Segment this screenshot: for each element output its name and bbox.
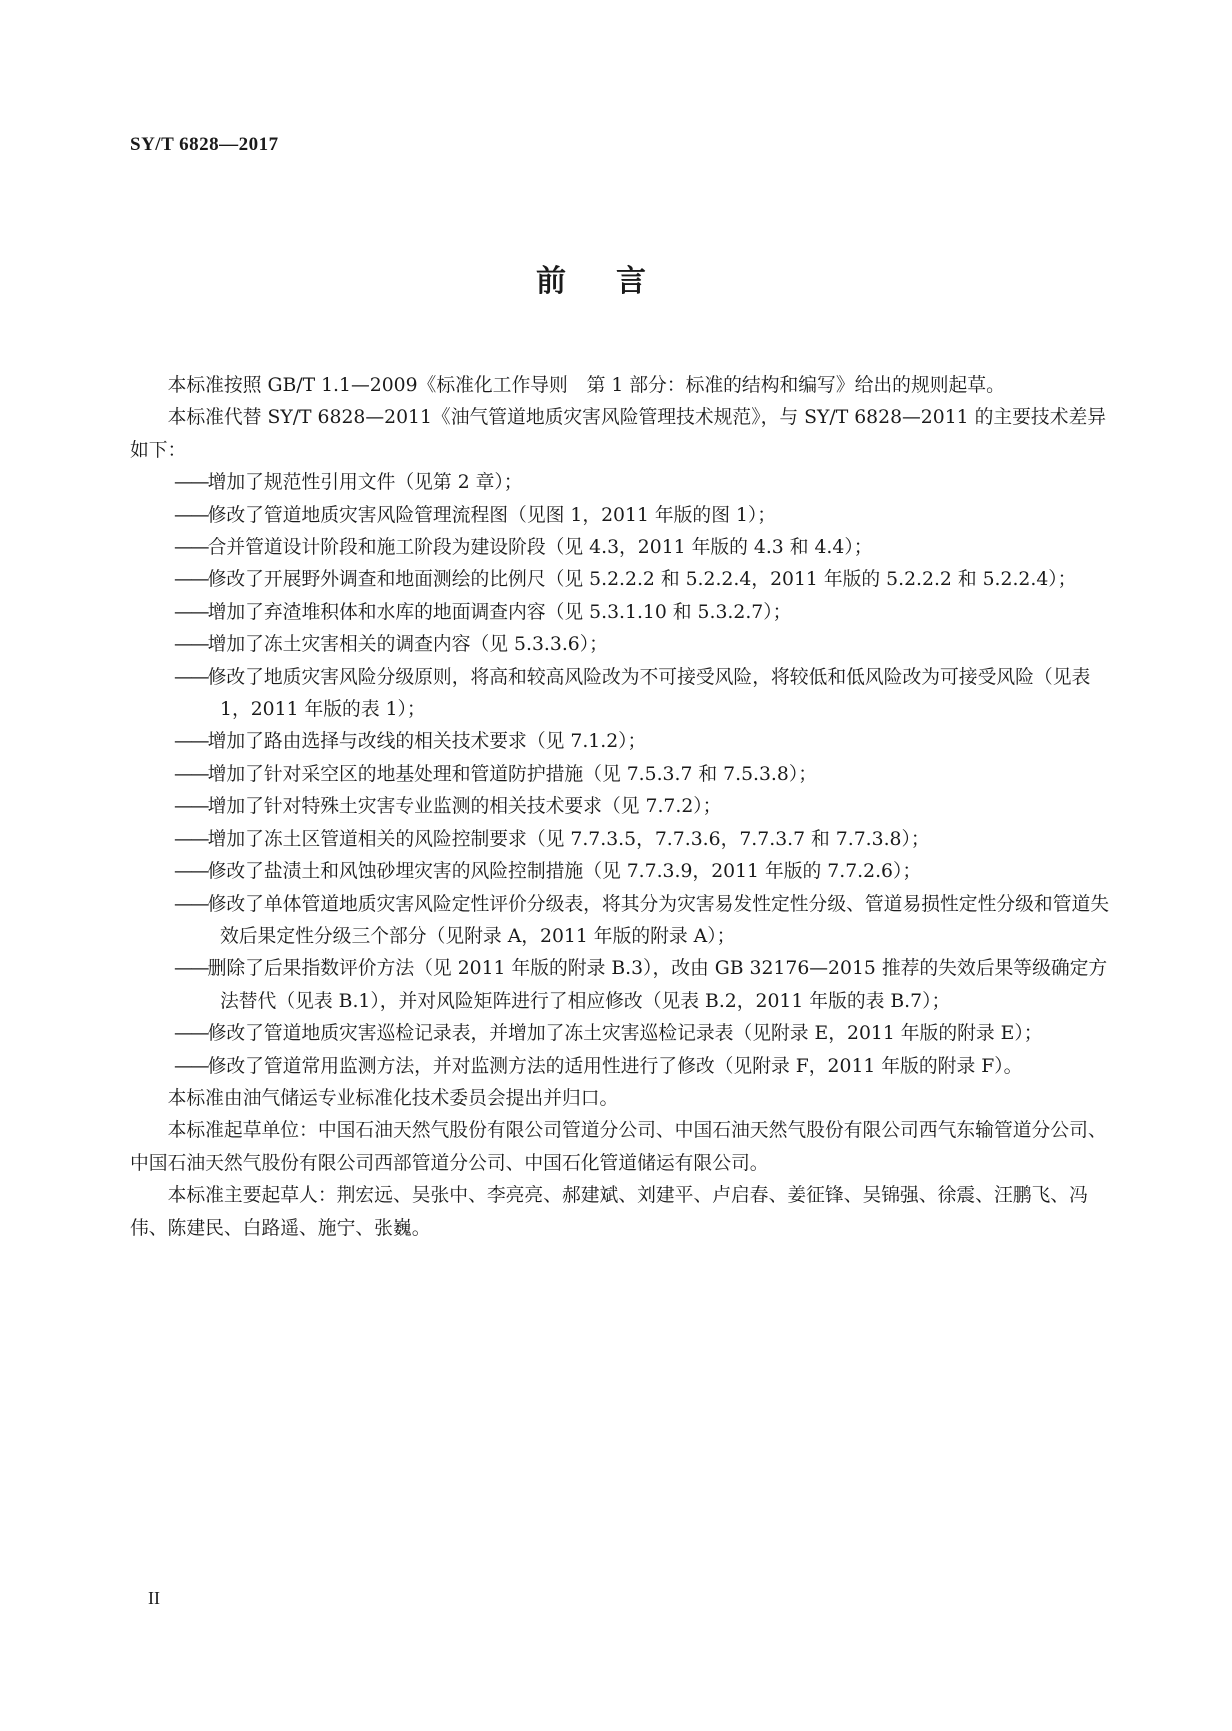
change-item (130, 1051, 1110, 1083)
change-item (130, 824, 1110, 856)
change-text: 修改了管道地质灾害巡检记录表，并增加了冻土灾害巡检记录表（见附录 E，2011 年版的附录 E）； (207, 1023, 1043, 1045)
paragraph-drafting-units: 本标准起草单位：中国石油天然气股份有限公司管道分公司、中国石油天然气股份有限公司西气东输管道分公司、中国石油天然气股份有限公司西部管道分公司、中国石化管道储运有限公司。 (130, 1120, 1107, 1174)
dash-marker: —— (174, 763, 208, 785)
page-number: II (148, 1588, 160, 1608)
change-text: 增加了规范性引用文件（见第 2 章）； (207, 472, 523, 494)
dash-marker: —— (174, 634, 208, 656)
change-text: 修改了开展野外调查和地面测绘的比例尺（见 5.2.2.2 和 5.2.2.4，2011 年版的 5.2.2.2 和 5.2.2.4）； (207, 569, 1077, 591)
change-item (130, 889, 1110, 954)
dash-marker: —— (174, 796, 208, 818)
change-item (130, 532, 1110, 564)
paragraph-proposer: 本标准由油气储运专业标准化技术委员会提出并归口。 (167, 1087, 619, 1109)
change-text: 修改了管道地质灾害风险管理流程图（见图 1，2011 年版的图 1）； (207, 504, 777, 526)
changes-list (130, 467, 1110, 1083)
change-text: 修改了地质灾害风险分级原则，将高和较高风险改为不可接受风险，将较低和低风险改为可接受风险（见表 1，2011 年版的表 1）； (207, 666, 1091, 721)
change-text: 合并管道设计阶段和施工阶段为建设阶段（见 4.3，2011 年版的 4.3 和 4.4）； (207, 537, 873, 559)
change-item (130, 564, 1110, 596)
dash-marker: —— (174, 1055, 208, 1077)
paragraph-replacement: 本标准代替 SY/T 6828—2011《油气管道地质灾害风险管理技术规范》，与 SY/T 6828—2011 的主要技术差异如下： (130, 407, 1107, 461)
change-item (130, 953, 1110, 1018)
dash-marker: —— (174, 504, 208, 526)
dash-marker: —— (174, 958, 208, 980)
change-text: 增加了针对采空区的地基处理和管道防护措施（见 7.5.3.7 和 7.5.3.8）； (207, 763, 818, 785)
dash-marker: —— (174, 569, 208, 591)
change-item (130, 629, 1110, 661)
change-item (130, 856, 1110, 888)
change-text: 增加了冻土灾害相关的调查内容（见 5.3.3.6）； (207, 634, 608, 656)
page-title: 前言 (536, 264, 696, 299)
change-text: 修改了单体管道地质灾害风险定性评价分级表，将其分为灾害易发性定性分级、管道易损性定性分级和管道失效后果定性分级三个部分（见附录 A，2011 年版的附录 A）； (207, 893, 1110, 947)
change-text: 增加了针对特殊土灾害专业监测的相关技术要求（见 7.7.2）； (207, 796, 722, 818)
dash-marker: —— (174, 666, 208, 688)
change-item (130, 500, 1110, 532)
change-item (130, 759, 1110, 791)
standard-code: SY/T 6828—2017 (130, 134, 279, 155)
dash-marker: —— (174, 472, 208, 494)
change-text: 增加了路由选择与改线的相关技术要求（见 7.1.2）； (207, 731, 647, 753)
change-text: 增加了冻土区管道相关的风险控制要求（见 7.7.3.5，7.7.3.6，7.7.3.7 和 7.7.3.8）； (207, 828, 930, 850)
change-item (130, 791, 1110, 823)
change-item (130, 467, 1110, 499)
dash-marker: —— (174, 828, 208, 850)
dash-marker: —— (174, 731, 208, 753)
change-text: 删除了后果指数评价方法（见 2011 年版的附录 B.3），改由 GB 32176—2015 推荐的失效后果等级确定方法替代（见表 B.1），并对风险矩阵进行了相应修改（见表 B.2，2011 年版的表 B.7）； (207, 958, 1108, 1012)
change-text: 修改了盐渍土和风蚀砂埋灾害的风险控制措施（见 7.7.3.9，2011 年版的 7.7.2.6）； (207, 861, 922, 883)
change-item (130, 726, 1110, 758)
dash-marker: —— (174, 1023, 208, 1045)
paragraph-drafters: 本标准主要起草人：荆宏远、吴张中、李亮亮、郝建斌、刘建平、卢启春、姜征锋、吴锦强、徐震、汪鹏飞、冯伟、陈建民、白路遥、施宁、张巍。 (130, 1185, 1088, 1239)
change-item (130, 1018, 1110, 1050)
foreword-body (130, 370, 1110, 1245)
change-text: 增加了弃渣堆积体和水库的地面调查内容（见 5.3.1.10 和 5.3.2.7）； (207, 601, 792, 623)
change-text: 修改了管道常用监测方法，并对监测方法的适用性进行了修改（见附录 F，2011 年版的附录 F）。 (207, 1055, 1023, 1077)
dash-marker: —— (174, 601, 208, 623)
change-item (130, 597, 1110, 629)
dash-marker: —— (174, 861, 208, 883)
dash-marker: —— (174, 893, 208, 915)
change-item (130, 662, 1110, 727)
dash-marker: —— (174, 537, 208, 559)
paragraph-drafting-rules: 本标准按照 GB/T 1.1—2009《标准化工作导则 第 1 部分：标准的结构和编写》给出的规则起草。 (167, 375, 1005, 396)
